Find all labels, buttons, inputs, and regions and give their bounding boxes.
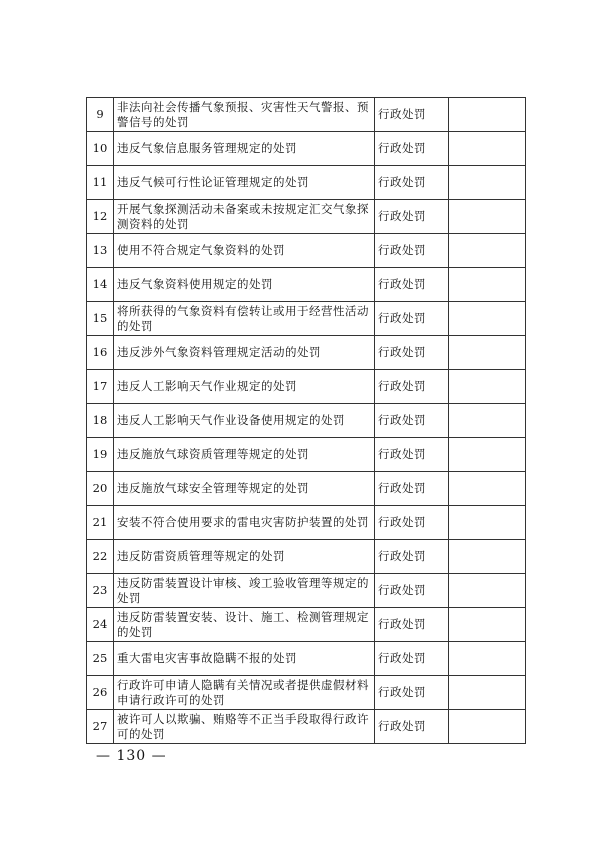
row-number: 18 xyxy=(87,404,114,438)
item-type: 行政处罚 xyxy=(375,336,449,370)
item-type: 行政处罚 xyxy=(375,506,449,540)
row-number: 21 xyxy=(87,506,114,540)
item-type: 行政处罚 xyxy=(375,642,449,676)
item-type: 行政处罚 xyxy=(375,234,449,268)
row-number: 19 xyxy=(87,438,114,472)
item-title: 非法向社会传播气象预报、灾害性天气警报、预警信号的处罚 xyxy=(114,98,375,132)
item-title: 违反人工影响天气作业设备使用规定的处罚 xyxy=(114,404,375,438)
item-title: 违反施放气球资质管理等规定的处罚 xyxy=(114,438,375,472)
item-title: 违反气象资料使用规定的处罚 xyxy=(114,268,375,302)
item-remark xyxy=(449,336,526,370)
item-remark xyxy=(449,302,526,336)
row-number: 24 xyxy=(87,608,114,642)
item-remark xyxy=(449,132,526,166)
table-row xyxy=(87,404,526,438)
row-number: 22 xyxy=(87,540,114,574)
item-remark xyxy=(449,404,526,438)
item-remark xyxy=(449,676,526,710)
item-type: 行政处罚 xyxy=(375,540,449,574)
row-number: 20 xyxy=(87,472,114,506)
item-type: 行政处罚 xyxy=(375,574,449,608)
row-number: 10 xyxy=(87,132,114,166)
item-type: 行政处罚 xyxy=(375,166,449,200)
table-row xyxy=(87,98,526,132)
item-title: 重大雷电灾害事故隐瞒不报的处罚 xyxy=(114,642,375,676)
item-remark xyxy=(449,472,526,506)
row-number: 9 xyxy=(87,98,114,132)
item-remark xyxy=(449,608,526,642)
table-body xyxy=(87,98,526,744)
table-row xyxy=(87,642,526,676)
table-row xyxy=(87,302,526,336)
row-number: 16 xyxy=(87,336,114,370)
item-type: 行政处罚 xyxy=(375,370,449,404)
item-remark xyxy=(449,200,526,234)
item-type: 行政处罚 xyxy=(375,608,449,642)
item-remark xyxy=(449,438,526,472)
row-number: 17 xyxy=(87,370,114,404)
item-title: 将所获得的气象资料有偿转让或用于经营性活动的处罚 xyxy=(114,302,375,336)
row-number: 26 xyxy=(87,676,114,710)
table-row xyxy=(87,438,526,472)
table-row xyxy=(87,166,526,200)
item-type: 行政处罚 xyxy=(375,200,449,234)
table-row xyxy=(87,506,526,540)
row-number: 14 xyxy=(87,268,114,302)
item-remark xyxy=(449,710,526,744)
item-title: 开展气象探测活动未备案或未按规定汇交气象探测资料的处罚 xyxy=(114,200,375,234)
item-type: 行政处罚 xyxy=(375,676,449,710)
row-number: 25 xyxy=(87,642,114,676)
item-remark xyxy=(449,540,526,574)
table-row xyxy=(87,472,526,506)
item-title: 违反防雷装置设计审核、竣工验收管理等规定的处罚 xyxy=(114,574,375,608)
row-number: 27 xyxy=(87,710,114,744)
table-row xyxy=(87,200,526,234)
item-remark xyxy=(449,574,526,608)
row-number: 15 xyxy=(87,302,114,336)
page-number: — 130 — xyxy=(96,748,167,764)
item-type: 行政处罚 xyxy=(375,268,449,302)
item-title: 违反涉外气象资料管理规定活动的处罚 xyxy=(114,336,375,370)
item-title: 安装不符合使用要求的雷电灾害防护装置的处罚 xyxy=(114,506,375,540)
row-number: 13 xyxy=(87,234,114,268)
item-title: 违反防雷装置安装、设计、施工、检测管理规定的处罚 xyxy=(114,608,375,642)
item-title: 违反人工影响天气作业规定的处罚 xyxy=(114,370,375,404)
item-remark xyxy=(449,506,526,540)
table-row xyxy=(87,608,526,642)
item-title: 被许可人以欺骗、贿赂等不正当手段取得行政许可的处罚 xyxy=(114,710,375,744)
item-title: 违反施放气球安全管理等规定的处罚 xyxy=(114,472,375,506)
penalty-items-table xyxy=(86,97,526,744)
item-type: 行政处罚 xyxy=(375,472,449,506)
table-row xyxy=(87,336,526,370)
row-number: 11 xyxy=(87,166,114,200)
item-remark xyxy=(449,98,526,132)
table-row xyxy=(87,710,526,744)
item-type: 行政处罚 xyxy=(375,404,449,438)
item-title: 使用不符合规定气象资料的处罚 xyxy=(114,234,375,268)
table-row xyxy=(87,234,526,268)
table-row xyxy=(87,574,526,608)
table-row xyxy=(87,268,526,302)
item-type: 行政处罚 xyxy=(375,438,449,472)
table-row xyxy=(87,540,526,574)
item-type: 行政处罚 xyxy=(375,302,449,336)
item-remark xyxy=(449,166,526,200)
item-title: 行政许可申请人隐瞒有关情况或者提供虚假材料申请行政许可的处罚 xyxy=(114,676,375,710)
item-type: 行政处罚 xyxy=(375,710,449,744)
row-number: 12 xyxy=(87,200,114,234)
table-row xyxy=(87,370,526,404)
table-row xyxy=(87,132,526,166)
item-title: 违反气象信息服务管理规定的处罚 xyxy=(114,132,375,166)
row-number: 23 xyxy=(87,574,114,608)
item-title: 违反防雷资质管理等规定的处罚 xyxy=(114,540,375,574)
item-remark xyxy=(449,642,526,676)
item-type: 行政处罚 xyxy=(375,98,449,132)
item-remark xyxy=(449,268,526,302)
item-type: 行政处罚 xyxy=(375,132,449,166)
table-row xyxy=(87,676,526,710)
item-title: 违反气候可行性论证管理规定的处罚 xyxy=(114,166,375,200)
item-remark xyxy=(449,234,526,268)
item-remark xyxy=(449,370,526,404)
